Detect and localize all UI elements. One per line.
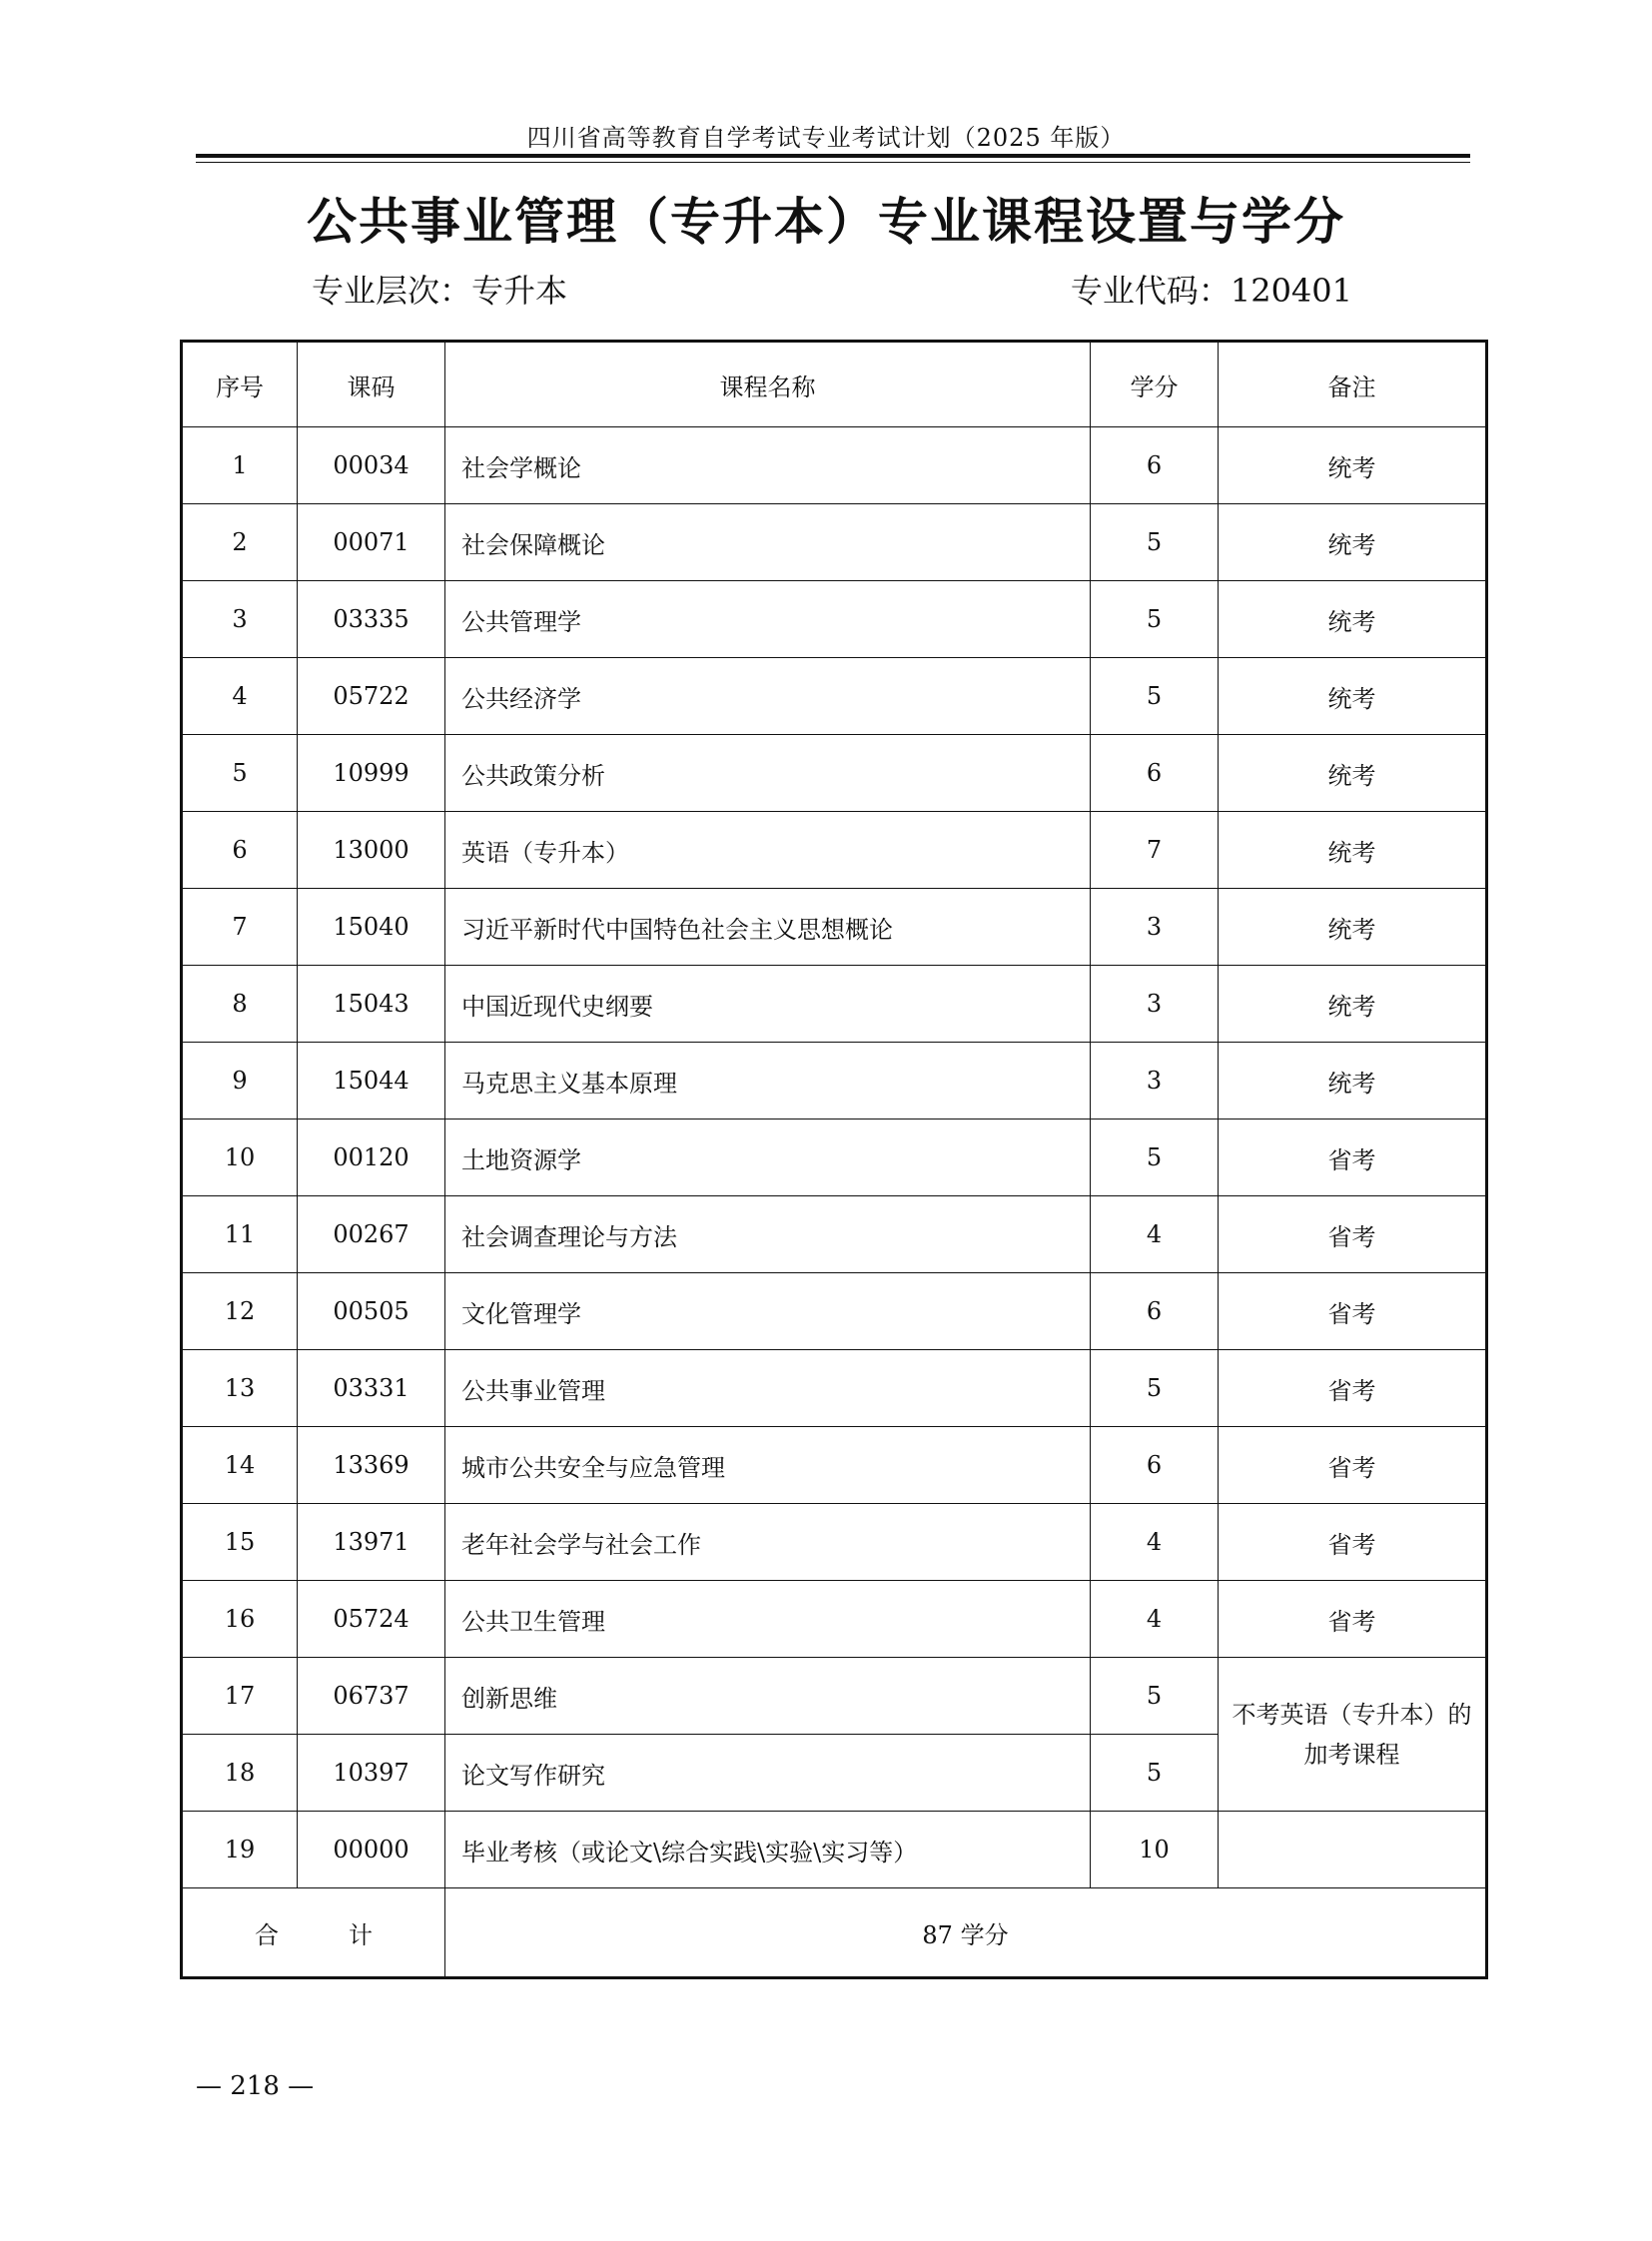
cell-note xyxy=(1219,1812,1487,1888)
running-header: 四川省高等教育自学考试专业考试计划（2025 年版） xyxy=(526,124,1126,152)
cell-name: 文化管理学 xyxy=(445,1273,1091,1350)
cell-no: 7 xyxy=(182,889,298,966)
header-note: 备注 xyxy=(1219,342,1487,427)
cell-name: 公共经济学 xyxy=(445,658,1091,735)
table-row xyxy=(182,812,1487,889)
cell-no: 13 xyxy=(182,1350,298,1427)
major-level-value: 专升本 xyxy=(471,272,568,310)
header-name: 课程名称 xyxy=(445,342,1091,427)
cell-credit: 5 xyxy=(1091,1658,1219,1735)
cell-code: 06737 xyxy=(298,1658,445,1735)
cell-name: 社会学概论 xyxy=(445,427,1091,504)
table-row xyxy=(182,1043,1487,1120)
table-row xyxy=(182,427,1487,504)
cell-note: 统考 xyxy=(1219,1043,1487,1120)
cell-note: 省考 xyxy=(1219,1273,1487,1350)
cell-no: 2 xyxy=(182,504,298,581)
cell-no: 8 xyxy=(182,966,298,1043)
header-rule-thick xyxy=(196,154,1470,158)
total-label-1: 合 xyxy=(255,1920,279,1949)
table-row xyxy=(182,889,1487,966)
cell-no: 10 xyxy=(182,1120,298,1196)
cell-note: 统考 xyxy=(1219,735,1487,812)
cell-code: 00505 xyxy=(298,1273,445,1350)
cell-credit: 5 xyxy=(1091,1350,1219,1427)
cell-name: 毕业考核（或论文\综合实践\实验\实习等） xyxy=(445,1812,1091,1888)
cell-no: 6 xyxy=(182,812,298,889)
cell-code: 00071 xyxy=(298,504,445,581)
cell-credit: 6 xyxy=(1091,1427,1219,1504)
course-table xyxy=(180,340,1488,1979)
cell-note: 统考 xyxy=(1219,504,1487,581)
cell-credit: 10 xyxy=(1091,1812,1219,1888)
cell-code: 15043 xyxy=(298,966,445,1043)
cell-name: 城市公共安全与应急管理 xyxy=(445,1427,1091,1504)
cell-credit: 4 xyxy=(1091,1504,1219,1581)
cell-name: 习近平新时代中国特色社会主义思想概论 xyxy=(445,889,1091,966)
cell-credit: 5 xyxy=(1091,658,1219,735)
header-credit: 学分 xyxy=(1091,342,1219,427)
cell-code: 00034 xyxy=(298,427,445,504)
cell-no: 9 xyxy=(182,1043,298,1120)
cell-no: 4 xyxy=(182,658,298,735)
table-row xyxy=(182,1120,1487,1196)
cell-code: 10999 xyxy=(298,735,445,812)
cell-credit: 3 xyxy=(1091,1043,1219,1120)
cell-credit: 6 xyxy=(1091,1273,1219,1350)
table-row xyxy=(182,581,1487,658)
table-row xyxy=(182,966,1487,1043)
cell-credit: 4 xyxy=(1091,1196,1219,1273)
cell-code: 05722 xyxy=(298,658,445,735)
cell-credit: 4 xyxy=(1091,1581,1219,1658)
cell-name: 英语（专升本） xyxy=(445,812,1091,889)
cell-code: 03331 xyxy=(298,1350,445,1427)
cell-credit: 6 xyxy=(1091,427,1219,504)
cell-name: 公共管理学 xyxy=(445,581,1091,658)
table-row xyxy=(182,1812,1487,1888)
cell-note: 统考 xyxy=(1219,427,1487,504)
cell-no: 14 xyxy=(182,1427,298,1504)
table-row xyxy=(182,504,1487,581)
major-level-label: 专业层次： xyxy=(312,272,472,310)
merged-note-line-2: 加考课程 xyxy=(1303,1740,1400,1769)
major-level xyxy=(312,266,567,312)
table-row xyxy=(182,735,1487,812)
table-row xyxy=(182,658,1487,735)
cell-no: 18 xyxy=(182,1735,298,1812)
cell-code: 13971 xyxy=(298,1504,445,1581)
cell-note-merged xyxy=(1219,1658,1487,1812)
cell-name: 社会调查理论与方法 xyxy=(445,1196,1091,1273)
table-row xyxy=(182,1504,1487,1581)
cell-code: 13000 xyxy=(298,812,445,889)
table-row xyxy=(182,1196,1487,1273)
cell-no: 11 xyxy=(182,1196,298,1273)
cell-code: 15040 xyxy=(298,889,445,966)
cell-no: 12 xyxy=(182,1273,298,1350)
header-code: 课码 xyxy=(298,342,445,427)
total-row xyxy=(182,1888,1487,1978)
cell-code: 15044 xyxy=(298,1043,445,1120)
cell-name: 土地资源学 xyxy=(445,1120,1091,1196)
cell-note: 省考 xyxy=(1219,1427,1487,1504)
cell-note: 省考 xyxy=(1219,1350,1487,1427)
cell-name: 公共卫生管理 xyxy=(445,1581,1091,1658)
cell-name: 论文写作研究 xyxy=(445,1735,1091,1812)
cell-note: 统考 xyxy=(1219,581,1487,658)
table-row xyxy=(182,1350,1487,1427)
cell-no: 5 xyxy=(182,735,298,812)
cell-note: 统考 xyxy=(1219,812,1487,889)
cell-note: 统考 xyxy=(1219,966,1487,1043)
cell-code: 00120 xyxy=(298,1120,445,1196)
cell-credit: 5 xyxy=(1091,581,1219,658)
cell-name: 社会保障概论 xyxy=(445,504,1091,581)
table-row xyxy=(182,1581,1487,1658)
cell-credit: 7 xyxy=(1091,812,1219,889)
cell-note: 省考 xyxy=(1219,1196,1487,1273)
table-row xyxy=(182,1273,1487,1350)
cell-code: 00267 xyxy=(298,1196,445,1273)
cell-no: 1 xyxy=(182,427,298,504)
cell-code: 05724 xyxy=(298,1581,445,1658)
cell-no: 15 xyxy=(182,1504,298,1581)
cell-credit: 3 xyxy=(1091,966,1219,1043)
total-label-2: 计 xyxy=(349,1920,373,1949)
cell-name: 创新思维 xyxy=(445,1658,1091,1735)
cell-credit: 5 xyxy=(1091,504,1219,581)
cell-name: 中国近现代史纲要 xyxy=(445,966,1091,1043)
cell-credit: 3 xyxy=(1091,889,1219,966)
major-code xyxy=(1071,266,1352,312)
table-row xyxy=(182,1427,1487,1504)
table-row xyxy=(182,1658,1487,1735)
cell-name: 老年社会学与社会工作 xyxy=(445,1504,1091,1581)
cell-code: 03335 xyxy=(298,581,445,658)
cell-no: 17 xyxy=(182,1658,298,1735)
cell-name: 马克思主义基本原理 xyxy=(445,1043,1091,1120)
header-rule-thin xyxy=(196,162,1470,163)
cell-credit: 5 xyxy=(1091,1735,1219,1812)
cell-code: 10397 xyxy=(298,1735,445,1812)
cell-credit: 5 xyxy=(1091,1120,1219,1196)
cell-no: 16 xyxy=(182,1581,298,1658)
cell-note: 省考 xyxy=(1219,1581,1487,1658)
cell-code: 00000 xyxy=(298,1812,445,1888)
table-header-row xyxy=(182,342,1487,427)
cell-code: 13369 xyxy=(298,1427,445,1504)
cell-note: 省考 xyxy=(1219,1504,1487,1581)
cell-note: 统考 xyxy=(1219,658,1487,735)
merged-note-line-1: 不考英语（专升本）的 xyxy=(1232,1700,1472,1729)
major-code-label: 专业代码： xyxy=(1070,272,1231,310)
cell-no: 3 xyxy=(182,581,298,658)
cell-name: 公共政策分析 xyxy=(445,735,1091,812)
major-code-value: 120401 xyxy=(1230,272,1352,310)
header-no: 序号 xyxy=(182,342,298,427)
cell-note: 省考 xyxy=(1219,1120,1487,1196)
cell-note: 统考 xyxy=(1219,889,1487,966)
total-value: 87 学分 xyxy=(445,1888,1487,1978)
cell-credit: 6 xyxy=(1091,735,1219,812)
page-title: 公共事业管理（专升本）专业课程设置与学分 xyxy=(307,193,1345,251)
page-number: — 218 — xyxy=(196,2071,315,2101)
cell-name: 公共事业管理 xyxy=(445,1350,1091,1427)
cell-no: 19 xyxy=(182,1812,298,1888)
total-label xyxy=(182,1888,445,1978)
